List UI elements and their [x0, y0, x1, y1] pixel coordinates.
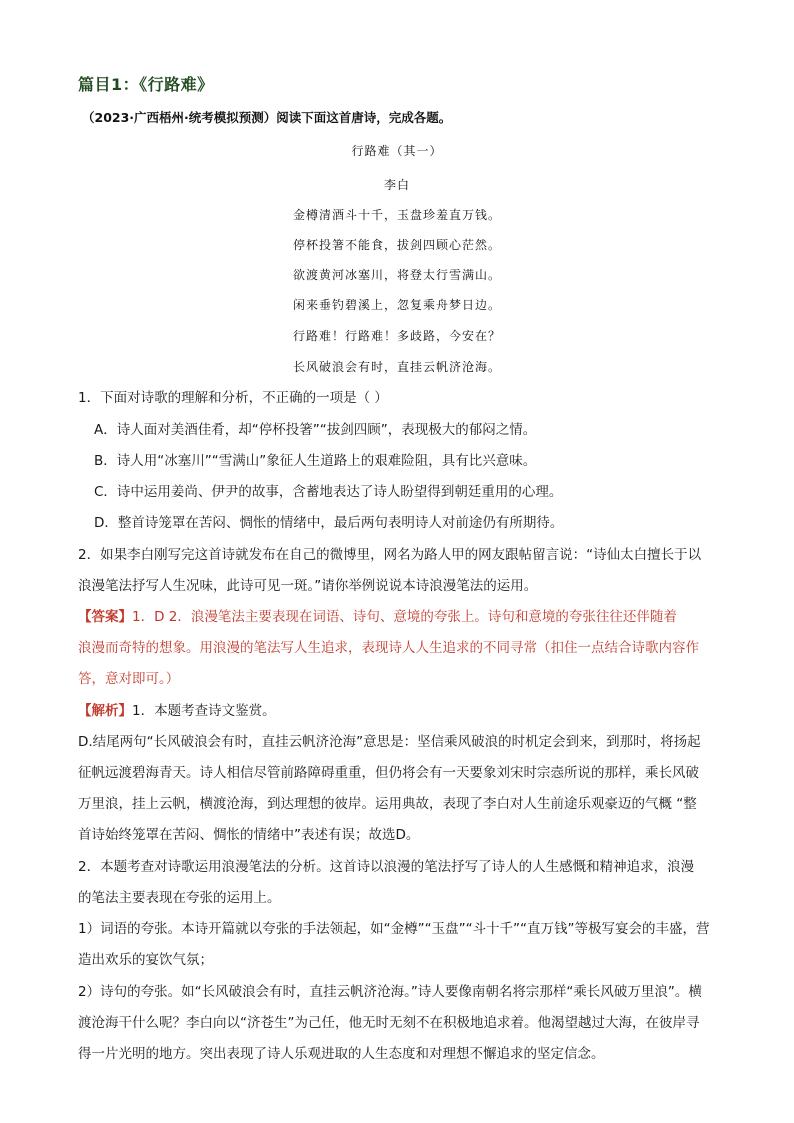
question-2-line: 2．如果李白刚写完这首诗就发布在自己的微博里，网名为路人甲的网友跟帖留言说：“诗仙太白擅长于以 — [78, 547, 702, 563]
analysis-label: 【解析】 — [78, 703, 132, 719]
analysis-line: D.结尾两句“长风破浪会有时，直挂云帆济沧海”意思是：坚信乘风破浪的时机定会到来，到那时，将扬起 — [78, 734, 701, 750]
poem-line: 闲来垂钓碧溪上，忽复乘舟梦日边。 — [292, 298, 501, 312]
section-title: 篇目1：《行路难》 — [78, 75, 214, 94]
analysis-line: 2．本题考查对诗歌运用浪漫笔法的分析。这首诗以浪漫的笔法抒写了诗人的人生感慨和精神追求，浪漫 — [78, 859, 695, 875]
answer-line: 浪漫而奇特的想象。用浪漫的笔法写人生追求，表现诗人人生追求的不同寻常（扣住一点结合诗歌内容作 — [78, 640, 699, 656]
analysis-line: 渡沧海干什么呢？李白向以“济苍生”为己任，他无时无刻不在积极地追求着。他渴望越过大海，在彼岸寻 — [78, 1015, 700, 1031]
answer-line: 【答案】1．D 2．浪漫笔法主要表现在词语、诗句、意境的夸张上。诗句和意境的夸张往往还伴随着 — [78, 609, 677, 625]
poem-title: 行路难（其一） — [351, 144, 443, 158]
analysis-line: 的笔法主要表现在夸张的运用上。 — [78, 890, 281, 906]
analysis-line: 征帆远渡碧海青天。诗人相信尽管前路障碍重重，但仍将会有一天要象刘宋时宗悫所说的那样，乘长风破 — [78, 765, 699, 781]
analysis-line: 1）词语的夸张。本诗开篇就以夸张的手法领起，如“金樽”“玉盘”“斗十千”“直万钱”等极写宴会的丰盛，营 — [78, 921, 710, 937]
poem-line: 行路难！行路难！多歧路，今安在？ — [292, 329, 501, 343]
option-b: B．诗人用“冰塞川”“雪满山”象征人生道路上的艰难险阻，具有比兴意味。 — [94, 453, 537, 469]
analysis-line: 【解析】1．本题考查诗文鉴赏。 — [78, 703, 276, 719]
analysis-line: 造出欢乐的宴饮气氛； — [78, 952, 213, 968]
option-c: C．诗中运用姜尚、伊尹的故事，含蓄地表达了诗人盼望得到朝廷重用的心理。 — [94, 484, 563, 500]
analysis-line: 得一片光明的地方。突出表现了诗人乐观进取的人生态度和对理想不懈追求的坚定信念。 — [78, 1046, 605, 1062]
analysis-line: 首诗始终笼罩在苦闷、惆怅的情绪中”表述有误；故选D。 — [78, 827, 420, 843]
option-d: D．整首诗笼罩在苦闷、惆怅的情绪中，最后两句表明诗人对前途仍有所期待。 — [94, 515, 564, 531]
poem-line: 停杯投箸不能食，拔剑四顾心茫然。 — [292, 238, 501, 252]
poem-author: 李白 — [383, 178, 410, 192]
analysis-line: 万里浪，挂上云帆，横渡沧海，到达理想的彼岸。运用典故，表现了李白对人生前途乐观豪迈的气概 “整 — [78, 796, 697, 812]
poem-line: 欲渡黄河冰塞川，将登太行雪满山。 — [292, 268, 501, 282]
question-1: 1．下面对诗歌的理解和分析，不正确的一项是（ ） — [78, 390, 388, 406]
question-2-line: 浪漫笔法抒写人生况味，此诗可见一斑。”请你举例说说本诗浪漫笔法的运用。 — [78, 578, 538, 594]
poem-line: 金樽清酒斗十千，玉盘珍羞直万钱。 — [292, 208, 501, 222]
analysis-line: 2）诗句的夸张。如“长风破浪会有时，直挂云帆济沧海。”诗人要像南朝名将宗那样“乘长风破万里浪”。横 — [78, 984, 702, 1000]
answer-label: 【答案】 — [78, 609, 132, 625]
option-a: A．诗人面对美酒佳肴，却“停杯投箸”“拔剑四顾”，表现极大的郁闷之情。 — [94, 422, 537, 438]
answer-line: 答，意对即可。） — [78, 671, 180, 687]
poem-line: 长风破浪会有时，直挂云帆济沧海。 — [292, 360, 501, 374]
question-source: （2023·广西梧州·统考模拟预测）阅读下面这首唐诗，完成各题。 — [82, 110, 452, 125]
